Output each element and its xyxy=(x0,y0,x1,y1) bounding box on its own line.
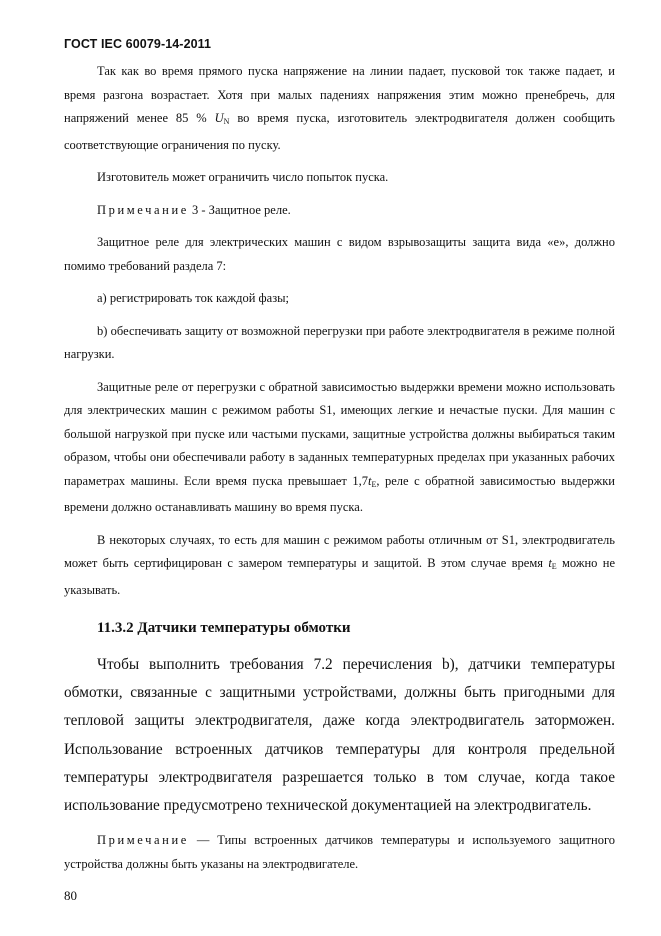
paragraph-text: , реле с обратной зависимостью выдержки времени должно останавливать машину во время пуска. xyxy=(64,473,615,514)
note-label: Примечание xyxy=(97,833,189,848)
note-final xyxy=(64,829,615,876)
paragraph-protective-relay: Защитное реле для электрических машин с видом взрывозащиты защита вида «е», должно помимо требований раздела 7: xyxy=(64,235,615,273)
note-3 xyxy=(64,199,615,223)
list-item-b: b) обеспечивать защиту от возможной перегрузки при работе электродвигателя в режиме полной нагрузки. xyxy=(64,323,615,361)
document-body xyxy=(64,60,615,876)
paragraph-start-attempts: Изготовитель может ограничить число попыток пуска. xyxy=(97,170,389,184)
paragraph-text: можно не указывать. xyxy=(64,556,615,597)
list-item-a: a) регистрировать ток каждой фазы; xyxy=(97,291,289,305)
paragraph-voltage-drop xyxy=(64,60,615,157)
paragraph-text: В некоторых случаях, то есть для машин с режимом работы отличным от S1, электродвигатель может быть сертифицирован с замером температуры и защитой. В этом случае время xyxy=(64,532,615,570)
time-subscript: E xyxy=(551,562,557,571)
note-text: 3 - Защитное реле. xyxy=(192,202,291,217)
note-dash: — xyxy=(196,833,210,848)
paragraph-text: Так как во время прямого пуска напряжение на линии падает, пусковой ток также падает, и время разгона возрастает. Хотя при малых падениях напряжения этим можно пренебречь, для напряжений менее 85 % xyxy=(64,64,615,125)
note-text: Типы встроенных датчиков температуры и используемого защитного устройства должны быть указаны на электродвигателе. xyxy=(64,833,616,871)
paragraph-winding-sensors: Чтобы выполнить требования 7.2 перечисления b), датчики температуры обмотки, связанные с защитными устройствами, должны быть пригодными для тепловой защиты электродвигателя, даже когда электродвигатель заторможен. Использование встроенных датчиков температуры для контроля предельной температуры электродвигателя разрешается только в том случае, когда такое использование предусмотрено технической документацией на электродвигатель. xyxy=(64,656,615,815)
paragraph-text: Защитные реле от перегрузки с обратной зависимостью выдержки времени можно использовать для электрических машин с режимом работы S1, имеющих легкие и нечастые пуски. Для машин с большой нагрузкой при пуске или частыми пусками, защитные устройства должны выбираться таким образом, чтобы они обеспечивали работу в заданных температурных пределах при указанных рабочих параметрах машины. Если время пуска превышает 1,7 xyxy=(64,379,615,488)
time-symbol: $t_E$ xyxy=(548,556,557,571)
voltage-symbol: $U_N$ xyxy=(214,111,230,126)
time-subscript: E xyxy=(371,479,377,489)
paragraph-text: во время пуска, изготовитель электродвигателя должен сообщить соответствующие ограничения по пуску. xyxy=(64,111,615,152)
time-symbol: $t_E$ xyxy=(368,473,377,489)
voltage-subscript: N xyxy=(223,117,230,126)
paragraph-certification xyxy=(64,529,615,603)
standard-header: ГОСТ IEC 60079-14-2011 xyxy=(64,37,212,51)
paragraph-overload-relays xyxy=(64,376,615,520)
section-heading: 11.3.2 Датчики температуры обмотки xyxy=(97,620,351,636)
note-label: Примечание xyxy=(97,202,189,217)
page-number: 80 xyxy=(64,888,77,903)
